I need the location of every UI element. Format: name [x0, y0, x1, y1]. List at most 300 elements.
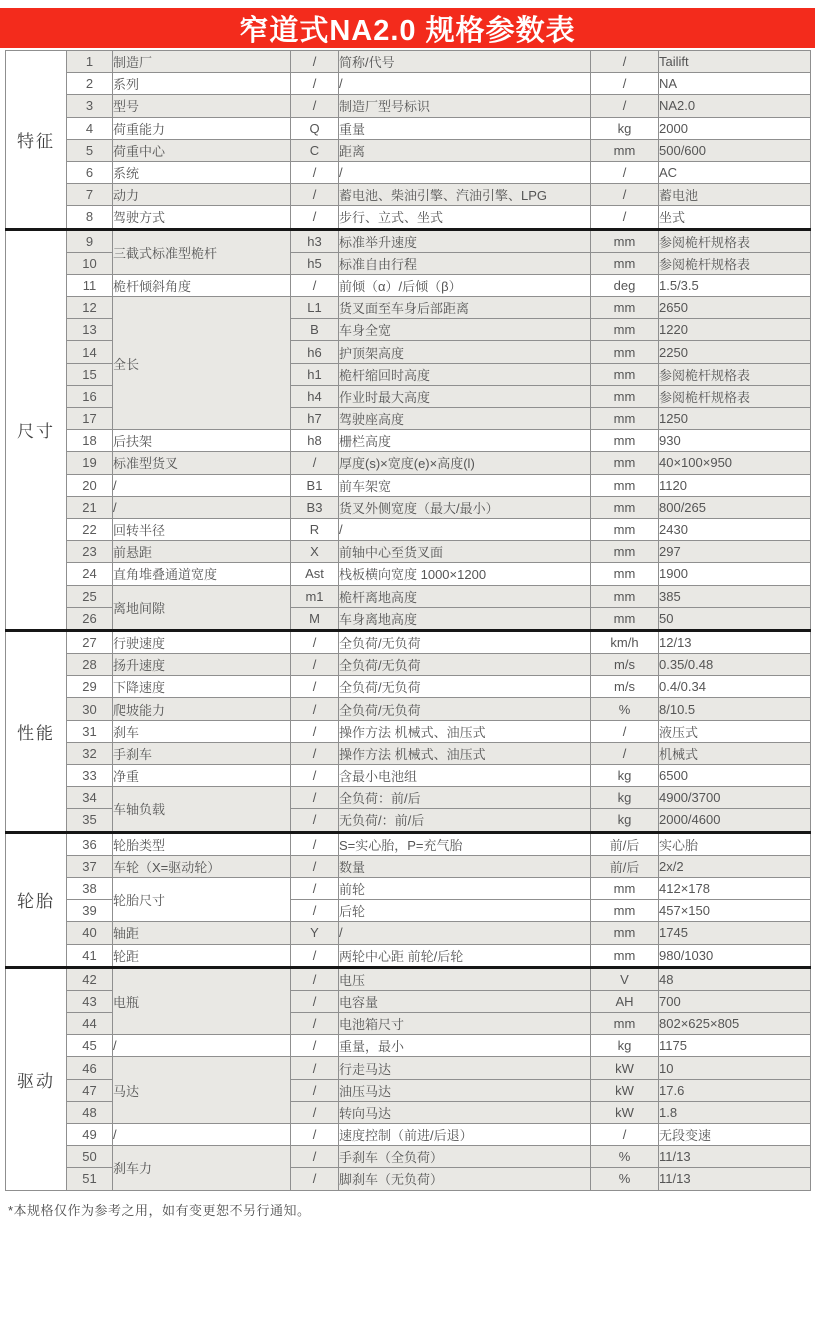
row-number-cell: 3	[67, 95, 113, 117]
unit-cell: deg	[591, 274, 659, 296]
description-cell: 货叉外侧宽度（最大/最小）	[339, 496, 591, 518]
value-cell: 1745	[659, 922, 811, 944]
symbol-cell: h8	[291, 430, 339, 452]
value-cell: 参阅桅杆规格表	[659, 229, 811, 252]
symbol-cell: h6	[291, 341, 339, 363]
row-number-cell: 6	[67, 161, 113, 183]
param-name-cell: 桅杆倾斜角度	[113, 274, 291, 296]
unit-cell: mm	[591, 541, 659, 563]
unit-cell: m/s	[591, 654, 659, 676]
symbol-cell: /	[291, 720, 339, 742]
table-row	[6, 274, 811, 296]
value-cell: 11/13	[659, 1146, 811, 1168]
row-number-cell: 20	[67, 474, 113, 496]
param-name-cell: 轮胎尺寸	[113, 877, 291, 921]
description-cell: 全负荷/无负荷	[339, 654, 591, 676]
value-cell: AC	[659, 161, 811, 183]
param-name-cell: 轮胎类型	[113, 832, 291, 855]
row-number-cell: 13	[67, 319, 113, 341]
description-cell: 制造厂型号标识	[339, 95, 591, 117]
param-name-cell: 全长	[113, 297, 291, 430]
row-number-cell: 26	[67, 607, 113, 630]
param-name-cell: 电瓶	[113, 967, 291, 1035]
category-cell: 特征	[6, 51, 67, 230]
description-cell: 全负荷/无负荷	[339, 676, 591, 698]
symbol-cell: C	[291, 139, 339, 161]
table-row	[6, 967, 811, 990]
symbol-cell: /	[291, 1057, 339, 1079]
table-row	[6, 206, 811, 229]
param-name-cell: 标准型货叉	[113, 452, 291, 474]
description-cell: 数量	[339, 855, 591, 877]
symbol-cell: B1	[291, 474, 339, 496]
symbol-cell: /	[291, 967, 339, 990]
value-cell: 800/265	[659, 496, 811, 518]
unit-cell: mm	[591, 518, 659, 540]
row-number-cell: 41	[67, 944, 113, 967]
symbol-cell: /	[291, 1079, 339, 1101]
description-cell: 转向马达	[339, 1101, 591, 1123]
description-cell: 厚度(s)×宽度(e)×高度(l)	[339, 452, 591, 474]
symbol-cell: /	[291, 73, 339, 95]
param-name-cell: 刹车力	[113, 1146, 291, 1190]
symbol-cell: Q	[291, 117, 339, 139]
value-cell: 980/1030	[659, 944, 811, 967]
unit-cell: mm	[591, 900, 659, 922]
value-cell: NA	[659, 73, 811, 95]
value-cell: 1220	[659, 319, 811, 341]
param-name-cell: /	[113, 496, 291, 518]
row-number-cell: 46	[67, 1057, 113, 1079]
symbol-cell: /	[291, 698, 339, 720]
value-cell: 2000/4600	[659, 809, 811, 832]
description-cell: 栅栏高度	[339, 430, 591, 452]
param-name-cell: 系列	[113, 73, 291, 95]
table-row	[6, 430, 811, 452]
row-number-cell: 28	[67, 654, 113, 676]
param-name-cell: 后扶架	[113, 430, 291, 452]
description-cell: 后轮	[339, 900, 591, 922]
value-cell: 6500	[659, 765, 811, 787]
param-name-cell: 三截式标准型桅杆	[113, 229, 291, 274]
symbol-cell: Y	[291, 922, 339, 944]
table-row	[6, 541, 811, 563]
table-row	[6, 855, 811, 877]
unit-cell: kg	[591, 117, 659, 139]
category-cell: 尺寸	[6, 229, 67, 630]
row-number-cell: 19	[67, 452, 113, 474]
row-number-cell: 17	[67, 408, 113, 430]
unit-cell: /	[591, 95, 659, 117]
spec-table	[5, 50, 811, 1191]
value-cell: 1175	[659, 1035, 811, 1057]
value-cell: 无段变速	[659, 1124, 811, 1146]
description-cell: 前倾（α）/后倾（β）	[339, 274, 591, 296]
symbol-cell: /	[291, 676, 339, 698]
table-row	[6, 51, 811, 73]
row-number-cell: 49	[67, 1124, 113, 1146]
description-cell: 标准自由行程	[339, 252, 591, 274]
table-row	[6, 563, 811, 585]
param-name-cell: 制造厂	[113, 51, 291, 73]
symbol-cell: X	[291, 541, 339, 563]
unit-cell: /	[591, 161, 659, 183]
param-name-cell: 回转半径	[113, 518, 291, 540]
row-number-cell: 45	[67, 1035, 113, 1057]
row-number-cell: 2	[67, 73, 113, 95]
value-cell: 385	[659, 585, 811, 607]
unit-cell: mm	[591, 319, 659, 341]
unit-cell: mm	[591, 877, 659, 899]
symbol-cell: /	[291, 1168, 339, 1190]
value-cell: 930	[659, 430, 811, 452]
unit-cell: mm	[591, 252, 659, 274]
symbol-cell: /	[291, 274, 339, 296]
symbol-cell: /	[291, 832, 339, 855]
footnote: *本规格仅作为参考之用，如有变更恕不另行通知。	[8, 1203, 311, 1218]
description-cell: 前轴中心至货叉面	[339, 541, 591, 563]
description-cell: 电压	[339, 967, 591, 990]
value-cell: 0.4/0.34	[659, 676, 811, 698]
description-cell: /	[339, 922, 591, 944]
unit-cell: mm	[591, 297, 659, 319]
row-number-cell: 24	[67, 563, 113, 585]
category-cell: 轮胎	[6, 832, 67, 967]
symbol-cell: h5	[291, 252, 339, 274]
row-number-cell: 4	[67, 117, 113, 139]
value-cell: 500/600	[659, 139, 811, 161]
row-number-cell: 10	[67, 252, 113, 274]
table-row	[6, 518, 811, 540]
description-cell: 前车架宽	[339, 474, 591, 496]
description-cell: /	[339, 518, 591, 540]
symbol-cell: m1	[291, 585, 339, 607]
value-cell: 1120	[659, 474, 811, 496]
param-name-cell: 手刹车	[113, 742, 291, 764]
value-cell: 10	[659, 1057, 811, 1079]
description-cell: 简称/代号	[339, 51, 591, 73]
value-cell: 2650	[659, 297, 811, 319]
table-row	[6, 297, 811, 319]
value-cell: 参阅桅杆规格表	[659, 385, 811, 407]
row-number-cell: 36	[67, 832, 113, 855]
table-row	[6, 765, 811, 787]
unit-cell: %	[591, 1168, 659, 1190]
unit-cell: /	[591, 206, 659, 229]
description-cell: 桅杆缩回时高度	[339, 363, 591, 385]
row-number-cell: 5	[67, 139, 113, 161]
param-name-cell: 爬坡能力	[113, 698, 291, 720]
row-number-cell: 12	[67, 297, 113, 319]
unit-cell: mm	[591, 363, 659, 385]
unit-cell: mm	[591, 139, 659, 161]
value-cell: 2000	[659, 117, 811, 139]
row-number-cell: 50	[67, 1146, 113, 1168]
description-cell: 蓄电池、柴油引擎、汽油引擎、LPG	[339, 184, 591, 206]
symbol-cell: h7	[291, 408, 339, 430]
symbol-cell: /	[291, 1101, 339, 1123]
table-row	[6, 585, 811, 607]
unit-cell: /	[591, 720, 659, 742]
param-name-cell: /	[113, 1035, 291, 1057]
row-number-cell: 11	[67, 274, 113, 296]
value-cell: 机械式	[659, 742, 811, 764]
category-cell: 性能	[6, 630, 67, 832]
unit-cell: mm	[591, 430, 659, 452]
value-cell: 412×178	[659, 877, 811, 899]
value-cell: 1250	[659, 408, 811, 430]
unit-cell: mm	[591, 341, 659, 363]
symbol-cell: /	[291, 765, 339, 787]
unit-cell: mm	[591, 607, 659, 630]
table-row	[6, 73, 811, 95]
symbol-cell: h4	[291, 385, 339, 407]
symbol-cell: /	[291, 944, 339, 967]
value-cell: 参阅桅杆规格表	[659, 252, 811, 274]
table-row	[6, 922, 811, 944]
row-number-cell: 23	[67, 541, 113, 563]
description-cell: 电容量	[339, 990, 591, 1012]
description-cell: 栈板横向宽度 1000×1200	[339, 563, 591, 585]
table-row	[6, 630, 811, 653]
unit-cell: kg	[591, 1035, 659, 1057]
symbol-cell: L1	[291, 297, 339, 319]
table-row	[6, 139, 811, 161]
symbol-cell: /	[291, 1035, 339, 1057]
row-number-cell: 51	[67, 1168, 113, 1190]
description-cell: 护顶架高度	[339, 341, 591, 363]
symbol-cell: /	[291, 452, 339, 474]
table-row	[6, 1124, 811, 1146]
symbol-cell: /	[291, 742, 339, 764]
value-cell: 12/13	[659, 630, 811, 653]
symbol-cell: /	[291, 990, 339, 1012]
row-number-cell: 27	[67, 630, 113, 653]
unit-cell: mm	[591, 563, 659, 585]
param-name-cell: 离地间隙	[113, 585, 291, 630]
unit-cell: kW	[591, 1101, 659, 1123]
table-row	[6, 496, 811, 518]
value-cell: 17.6	[659, 1079, 811, 1101]
unit-cell: km/h	[591, 630, 659, 653]
table-row	[6, 161, 811, 183]
param-name-cell: 动力	[113, 184, 291, 206]
description-cell: 重量	[339, 117, 591, 139]
description-cell: 距离	[339, 139, 591, 161]
symbol-cell: B3	[291, 496, 339, 518]
unit-cell: kg	[591, 765, 659, 787]
description-cell: 重量，最小	[339, 1035, 591, 1057]
row-number-cell: 38	[67, 877, 113, 899]
symbol-cell: R	[291, 518, 339, 540]
unit-cell: mm	[591, 452, 659, 474]
table-row	[6, 654, 811, 676]
unit-cell: mm	[591, 922, 659, 944]
symbol-cell: /	[291, 630, 339, 653]
description-cell: 操作方法 机械式、油压式	[339, 742, 591, 764]
value-cell: 1900	[659, 563, 811, 585]
unit-cell: /	[591, 1124, 659, 1146]
table-row	[6, 698, 811, 720]
value-cell: 1.8	[659, 1101, 811, 1123]
page-title: 窄道式NA2.0 规格参数表	[239, 14, 576, 47]
param-name-cell: 车轮（X=驱动轮）	[113, 855, 291, 877]
unit-cell: AH	[591, 990, 659, 1012]
symbol-cell: /	[291, 1013, 339, 1035]
row-number-cell: 33	[67, 765, 113, 787]
param-name-cell: 净重	[113, 765, 291, 787]
row-number-cell: 29	[67, 676, 113, 698]
symbol-cell: /	[291, 787, 339, 809]
param-name-cell: 车轴负载	[113, 787, 291, 832]
description-cell: 全负荷/无负荷	[339, 630, 591, 653]
description-cell: 手刹车（全负荷）	[339, 1146, 591, 1168]
param-name-cell: 轴距	[113, 922, 291, 944]
symbol-cell: h3	[291, 229, 339, 252]
param-name-cell: 扬升速度	[113, 654, 291, 676]
row-number-cell: 37	[67, 855, 113, 877]
table-row	[6, 229, 811, 252]
unit-cell: kW	[591, 1057, 659, 1079]
value-cell: 297	[659, 541, 811, 563]
description-cell: S=实心胎，P=充气胎	[339, 832, 591, 855]
description-cell: 驾驶座高度	[339, 408, 591, 430]
table-row	[6, 832, 811, 855]
symbol-cell: /	[291, 1146, 339, 1168]
table-row	[6, 1057, 811, 1079]
value-cell: 实心胎	[659, 832, 811, 855]
unit-cell: mm	[591, 944, 659, 967]
unit-cell: mm	[591, 229, 659, 252]
param-name-cell: 驾驶方式	[113, 206, 291, 229]
description-cell: 行走马达	[339, 1057, 591, 1079]
unit-cell: %	[591, 1146, 659, 1168]
description-cell: 前轮	[339, 877, 591, 899]
row-number-cell: 31	[67, 720, 113, 742]
unit-cell: kg	[591, 809, 659, 832]
row-number-cell: 35	[67, 809, 113, 832]
value-cell: 0.35/0.48	[659, 654, 811, 676]
table-row	[6, 117, 811, 139]
row-number-cell: 22	[67, 518, 113, 540]
description-cell: 含最小电池组	[339, 765, 591, 787]
row-number-cell: 44	[67, 1013, 113, 1035]
row-number-cell: 40	[67, 922, 113, 944]
row-number-cell: 39	[67, 900, 113, 922]
symbol-cell: /	[291, 654, 339, 676]
row-number-cell: 14	[67, 341, 113, 363]
value-cell: 700	[659, 990, 811, 1012]
page-title-bar	[0, 8, 815, 48]
description-cell: 全负荷/无负荷	[339, 698, 591, 720]
param-name-cell: 荷重能力	[113, 117, 291, 139]
value-cell: 11/13	[659, 1168, 811, 1190]
row-number-cell: 1	[67, 51, 113, 73]
description-cell: 速度控制（前进/后退）	[339, 1124, 591, 1146]
table-row	[6, 95, 811, 117]
value-cell: 457×150	[659, 900, 811, 922]
symbol-cell: Ast	[291, 563, 339, 585]
description-cell: 货叉面至车身后部距离	[339, 297, 591, 319]
value-cell: 4900/3700	[659, 787, 811, 809]
value-cell: 坐式	[659, 206, 811, 229]
symbol-cell: /	[291, 184, 339, 206]
value-cell: 参阅桅杆规格表	[659, 363, 811, 385]
description-cell: 桅杆离地高度	[339, 585, 591, 607]
table-row	[6, 787, 811, 809]
param-name-cell: 直角堆叠通道宽度	[113, 563, 291, 585]
unit-cell: mm	[591, 385, 659, 407]
value-cell: NA2.0	[659, 95, 811, 117]
unit-cell: 前/后	[591, 832, 659, 855]
symbol-cell: /	[291, 1124, 339, 1146]
description-cell: 步行、立式、坐式	[339, 206, 591, 229]
value-cell: Tailift	[659, 51, 811, 73]
value-cell: 1.5/3.5	[659, 274, 811, 296]
unit-cell: mm	[591, 408, 659, 430]
param-name-cell: 系统	[113, 161, 291, 183]
unit-cell: mm	[591, 496, 659, 518]
row-number-cell: 7	[67, 184, 113, 206]
row-number-cell: 9	[67, 229, 113, 252]
param-name-cell: 前悬距	[113, 541, 291, 563]
value-cell: 50	[659, 607, 811, 630]
unit-cell: %	[591, 698, 659, 720]
param-name-cell: 型号	[113, 95, 291, 117]
symbol-cell: /	[291, 206, 339, 229]
param-name-cell: 下降速度	[113, 676, 291, 698]
param-name-cell: 荷重中心	[113, 139, 291, 161]
symbol-cell: /	[291, 855, 339, 877]
row-number-cell: 42	[67, 967, 113, 990]
description-cell: 脚刹车（无负荷）	[339, 1168, 591, 1190]
table-row	[6, 1146, 811, 1168]
table-row	[6, 944, 811, 967]
table-row	[6, 742, 811, 764]
row-number-cell: 48	[67, 1101, 113, 1123]
value-cell: 2x/2	[659, 855, 811, 877]
unit-cell: mm	[591, 1013, 659, 1035]
value-cell: 液压式	[659, 720, 811, 742]
table-row	[6, 720, 811, 742]
symbol-cell: B	[291, 319, 339, 341]
unit-cell: mm	[591, 474, 659, 496]
table-row	[6, 676, 811, 698]
row-number-cell: 25	[67, 585, 113, 607]
table-row	[6, 1035, 811, 1057]
table-row	[6, 452, 811, 474]
row-number-cell: 21	[67, 496, 113, 518]
param-name-cell: 行驶速度	[113, 630, 291, 653]
category-cell: 驱动	[6, 967, 67, 1190]
description-cell: 无负荷/：前/后	[339, 809, 591, 832]
description-cell: /	[339, 73, 591, 95]
description-cell: 标准举升速度	[339, 229, 591, 252]
description-cell: 作业时最大高度	[339, 385, 591, 407]
value-cell: 40×100×950	[659, 452, 811, 474]
param-name-cell: 马达	[113, 1057, 291, 1124]
unit-cell: /	[591, 73, 659, 95]
description-cell: 电池箱尺寸	[339, 1013, 591, 1035]
symbol-cell: /	[291, 51, 339, 73]
description-cell: 全负荷：前/后	[339, 787, 591, 809]
unit-cell: /	[591, 51, 659, 73]
row-number-cell: 8	[67, 206, 113, 229]
row-number-cell: 18	[67, 430, 113, 452]
description-cell: 操作方法 机械式、油压式	[339, 720, 591, 742]
value-cell: 2430	[659, 518, 811, 540]
symbol-cell: M	[291, 607, 339, 630]
